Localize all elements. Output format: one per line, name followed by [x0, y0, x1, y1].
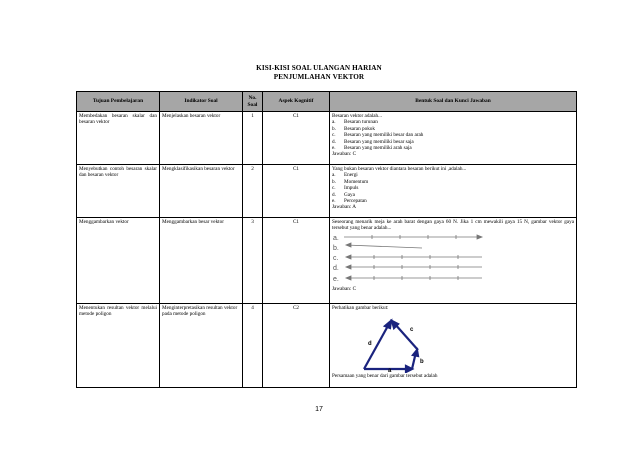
cell-soal: [330, 304, 577, 388]
cell-soal: [330, 165, 577, 218]
question-text: Besaran vektor adalah...: [332, 113, 382, 119]
label-a: a: [388, 368, 392, 374]
cell-no: 2: [243, 165, 263, 218]
option: a. Energi: [332, 172, 358, 179]
label-d: d: [368, 341, 372, 348]
table-row: [77, 304, 577, 388]
question-text: Perhatikan gambar berikut:: [332, 305, 389, 311]
cell-aspek: C1: [263, 218, 330, 304]
question-footer: Persamaan yang benar dari gambar tersebut adalah: [332, 373, 438, 380]
header-aspek: Aspek Kognitif: [263, 92, 330, 112]
option: c. Impuls: [332, 185, 359, 192]
cell-aspek: C1: [263, 112, 330, 165]
option: b. Besaran pokok: [332, 125, 375, 132]
vector-arrow-c: [346, 255, 482, 259]
header-bentuk-soal: Bentuk Soal dan Kunci Jawaban: [330, 92, 577, 112]
cell-soal: [330, 218, 577, 304]
figure-label-b: b.: [333, 244, 339, 252]
vector-b: [412, 350, 418, 369]
figure-label-c: c.: [333, 254, 339, 262]
vector-c: [392, 321, 418, 350]
title-line-1: KISI-KISI SOAL ULANGAN HARIAN: [256, 64, 382, 72]
cell-soal: [330, 112, 577, 165]
vector-arrow-e: [346, 276, 482, 280]
cell-indikator: Menjelaskan besaran vektor: [160, 112, 243, 165]
label-b: b: [420, 359, 424, 366]
cell-no: 3: [243, 218, 263, 304]
cell-no: 1: [243, 112, 263, 165]
option: b. Momentum: [332, 178, 369, 185]
title-line-2: PENJUMLAHAN VEKTOR: [273, 73, 365, 81]
option: c. Besaran yang memiliki besar dan arah: [332, 132, 424, 139]
cell-tujuan: Membedakan besaran skalar dan besaran vektor: [77, 112, 160, 165]
table-row: [77, 218, 577, 304]
vector-arrow-a: [344, 235, 482, 239]
document-title: [0, 64, 638, 82]
cell-no: 4: [243, 304, 263, 388]
cell-tujuan: Menentukan resultan vektor melalui metode poligon: [77, 304, 160, 388]
table-row: [77, 112, 577, 165]
vector-arrow-b: [346, 243, 422, 248]
cell-indikator: Menginterpretasikan resultan vektor pada metode poligon: [160, 304, 243, 388]
question-text: Seseorang menarik meja ke arah barat dengan gaya 60 N. Jika 1 cm mewakili gaya 15 N, gambar vektor gaya tersebut yang benar adalah...: [332, 219, 574, 232]
vector-options-figure: [332, 232, 492, 286]
answer-key: Jawaban: C: [332, 285, 357, 292]
polygon-vector-figure: [332, 311, 452, 373]
header-tujuan: Tujuan Pembelajaran: [77, 92, 160, 112]
table-row: [77, 165, 577, 218]
cell-indikator: Mengklasifikasikan besaran vektor: [160, 165, 243, 218]
option: d. Gaya: [332, 191, 355, 198]
kisi-kisi-table: [76, 91, 577, 388]
page-number: 17: [315, 406, 323, 413]
header-no-soal: No. Soal: [243, 92, 263, 112]
label-c: c: [410, 327, 414, 334]
cell-aspek: C2: [263, 304, 330, 388]
option: e. Besaran yang memiliki arah saja: [332, 145, 412, 152]
cell-indikator: Menggambarkan besar vektor: [160, 218, 243, 304]
figure-label-d: d.: [333, 264, 339, 272]
answer-key: Jawaban: C: [332, 151, 357, 158]
cell-tujuan: Menyebutkan contoh besaran skalar dan besaran vektor: [77, 165, 160, 218]
option: d. Besaran yang memiliki besar saja: [332, 138, 414, 145]
question-text: Yang bukan besaran vektor diantara besaran berikut ini ,adalah...: [332, 166, 467, 172]
figure-label-a: a.: [333, 234, 339, 242]
cell-aspek: C1: [263, 165, 330, 218]
cell-tujuan: Menggambarkan vektor: [77, 218, 160, 304]
table-header-row: [77, 92, 577, 112]
option: e. Percepatan: [332, 198, 367, 205]
vector-arrow-d: [346, 265, 482, 269]
option: a. Besaran turunan: [332, 119, 378, 126]
header-indikator: Indikator Soal: [160, 92, 243, 112]
answer-key: Jawaban: A: [332, 204, 357, 211]
figure-label-e: e.: [333, 275, 339, 283]
